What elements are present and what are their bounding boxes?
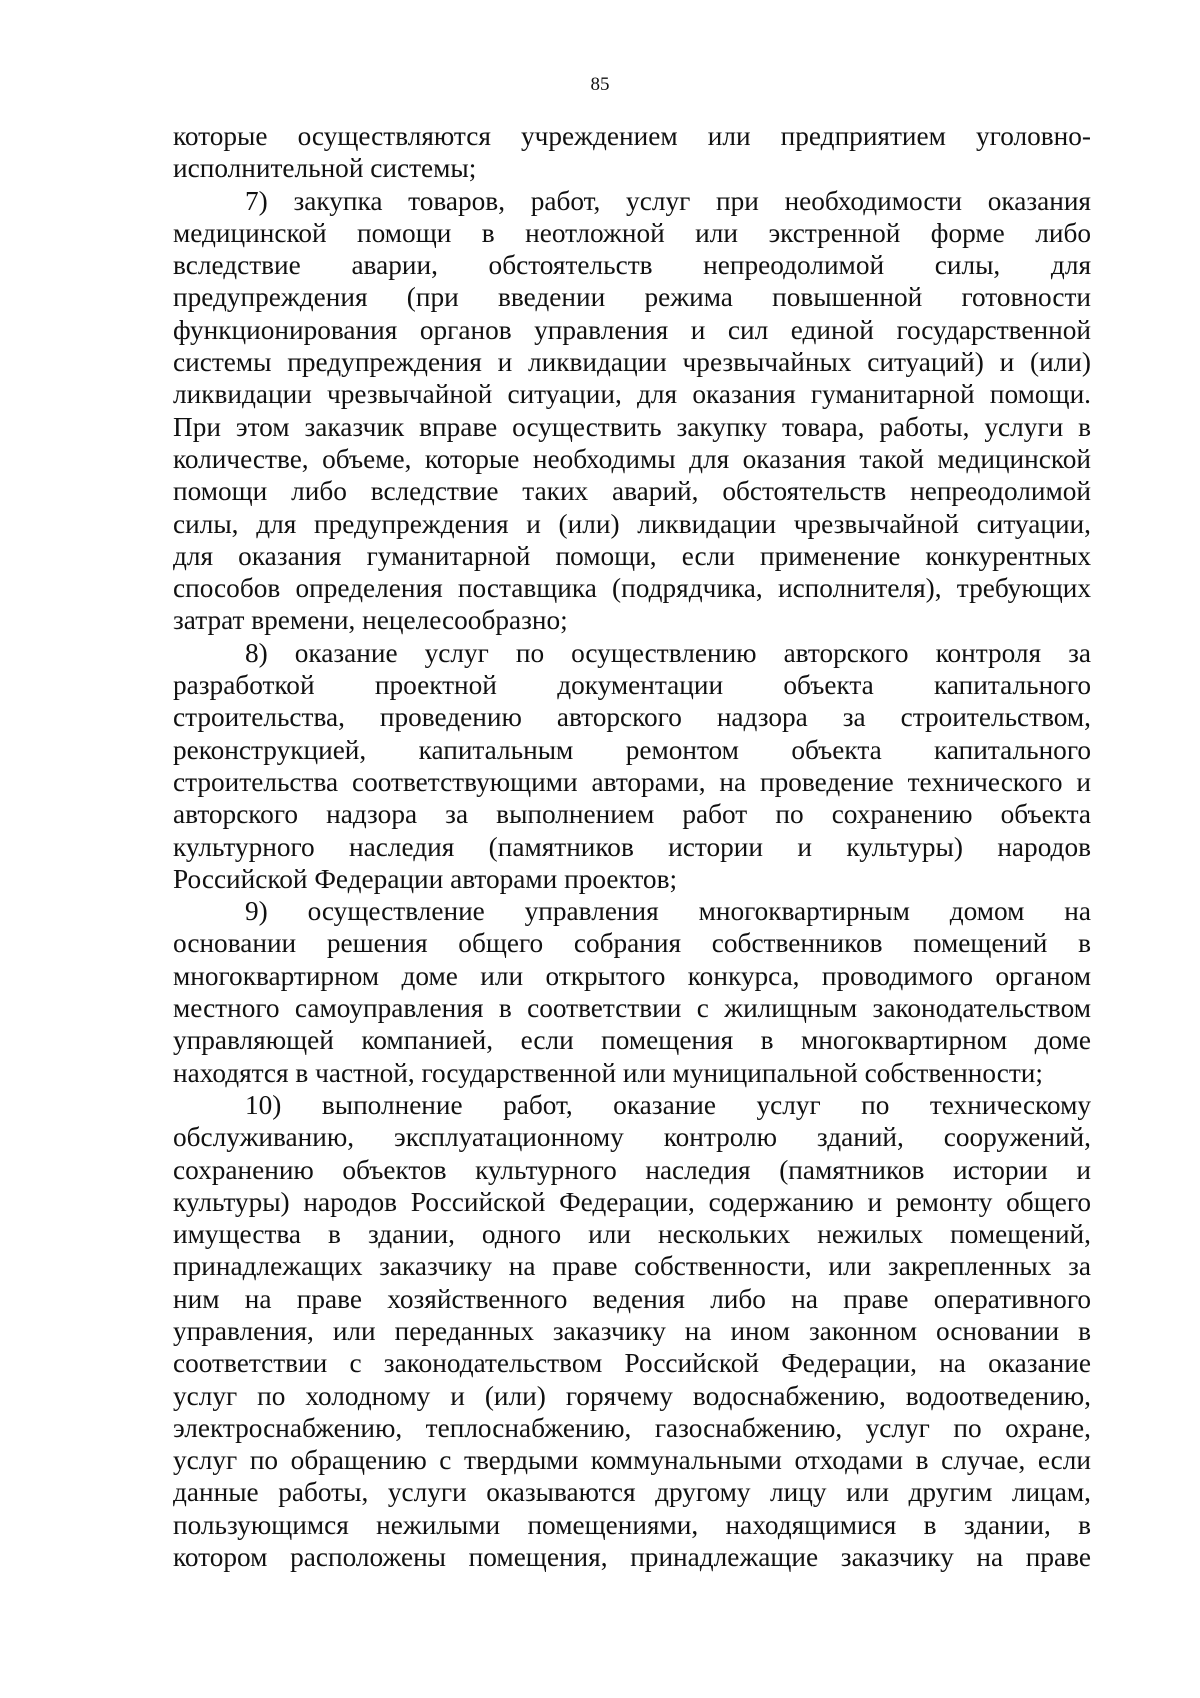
text-line: ним на праве хозяйственного ведения либо на праве оперативного	[173, 1283, 1091, 1314]
text-line: управляющей компанией, если помещения в многоквартирном доме	[173, 1025, 1091, 1056]
text-line: имущества в здании, одного или нескольких нежилых помещений,	[173, 1219, 1091, 1250]
text-line: пользующимся нежилыми помещениями, находящимися в здании, в	[173, 1509, 1091, 1540]
text-line: которые осуществляются учреждением или предприятием уголовно-	[173, 121, 1091, 151]
text-line: ликвидации чрезвычайной ситуации, для оказания гуманитарной помощи.	[173, 379, 1091, 410]
text-line: культуры) народов Российской Федерации, содержанию и ремонту общего	[173, 1186, 1091, 1217]
text-line: данные работы, услуги оказываются другому лицу или другим лицам,	[173, 1477, 1091, 1508]
text-line: принадлежащих заказчику на праве собственности, или закрепленных за	[173, 1251, 1091, 1282]
text-line: предупреждения (при введении режима повышенной готовности	[173, 282, 1091, 313]
text-line: системы предупреждения и ликвидации чрезвычайных ситуаций) и (или)	[173, 347, 1091, 378]
text-line: исполнительной системы;	[173, 153, 477, 184]
text-line: функционирования органов управления и сил единой государственной	[173, 314, 1091, 345]
text-line: основании решения общего собрания собственников помещений в	[173, 928, 1091, 959]
body-text	[173, 120, 1091, 1573]
text-line: 10) выполнение работ, оказание услуг по техническому	[245, 1089, 1091, 1120]
text-line: для оказания гуманитарной помощи, если применение конкурентных	[173, 540, 1091, 571]
text-line: находятся в частной, государственной или муниципальной собственности;	[173, 1057, 1043, 1088]
text-line: Российской Федерации авторами проектов;	[173, 863, 678, 894]
text-line: услуг по холодному и (или) горячему водоснабжению, водоотведению,	[173, 1380, 1091, 1411]
text-line: реконструкцией, капитальным ремонтом объекта капитального	[173, 734, 1091, 765]
text-line: силы, для предупреждения и (или) ликвидации чрезвычайной ситуации,	[173, 508, 1091, 539]
text-line: многоквартирном доме или открытого конкурса, проводимого органом	[173, 960, 1091, 991]
text-line: соответствии с законодательством Российской Федерации, на оказание	[173, 1348, 1091, 1379]
page-number: 85	[590, 74, 610, 95]
text-line: услуг по обращению с твердыми коммунальными отходами в случае, если	[173, 1445, 1091, 1476]
text-line: котором расположены помещения, принадлежащие заказчику на праве	[173, 1542, 1091, 1573]
text-line: вследствие аварии, обстоятельств непреодолимой силы, для	[173, 250, 1091, 281]
text-line: строительства соответствующими авторами, на проведение технического и	[173, 766, 1091, 797]
text-line: строительства, проведению авторского надзора за строительством,	[173, 702, 1091, 733]
text-line: затрат времени, нецелесообразно;	[173, 605, 568, 636]
text-line: помощи либо вследствие таких аварий, обстоятельств непреодолимой	[173, 476, 1091, 507]
text-line: 9) осуществление управления многоквартирным домом на	[245, 896, 1091, 927]
text-line: электроснабжению, теплоснабжению, газоснабжению, услуг по охране,	[173, 1412, 1091, 1443]
text-line: При этом заказчик вправе осуществить закупку товара, работы, услуги в	[173, 411, 1091, 442]
text-line: местного самоуправления в соответствии с жилищным законодательством	[173, 993, 1091, 1024]
text-line: разработкой проектной документации объекта капитального	[173, 670, 1091, 701]
text-line: обслуживанию, эксплуатационному контролю зданий, сооружений,	[173, 1122, 1091, 1153]
text-line: культурного наследия (памятников истории и культуры) народов	[173, 831, 1091, 862]
text-line: медицинской помощи в неотложной или экстренной форме либо	[173, 217, 1091, 248]
text-line: 8) оказание услуг по осуществлению авторского контроля за	[245, 637, 1091, 668]
text-line: управления, или переданных заказчику на ином законном основании в	[173, 1315, 1091, 1346]
text-line: авторского надзора за выполнением работ по сохранению объекта	[173, 799, 1091, 830]
text-line: сохранению объектов культурного наследия (памятников истории и	[173, 1154, 1091, 1185]
text-line: способов определения поставщика (подрядчика, исполнителя), требующих	[173, 573, 1091, 604]
text-line: количестве, объеме, которые необходимы для оказания такой медицинской	[173, 443, 1091, 474]
text-line: 7) закупка товаров, работ, услуг при необходимости оказания	[245, 185, 1091, 216]
